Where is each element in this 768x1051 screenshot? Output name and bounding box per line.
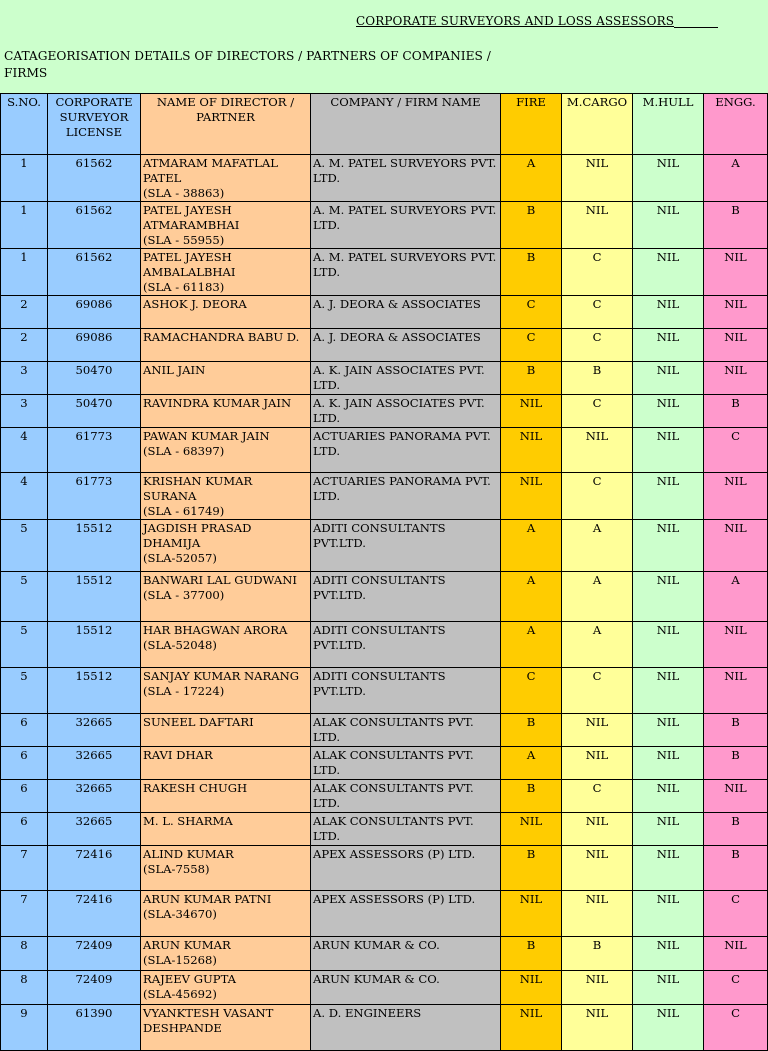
table-row [1,937,768,971]
header-name: NAME OF DIRECTOR / PARTNER [141,94,311,155]
director-name: ARUN KUMAR [143,938,231,952]
cell-mcargo: NIL [562,813,633,846]
cell-firm: A. M. PATEL SURVEYORS PVT. LTD. [311,155,501,202]
cell-mhull: NIL [633,155,704,202]
cell-license: 32665 [48,747,141,780]
header-fire: FIRE [501,94,562,155]
table-row [1,846,768,891]
cell-firm: A. D. ENGINEERS [311,1005,501,1051]
cell-fire: B [501,249,562,296]
subtitle-line-2: FIRMS [4,66,48,80]
cell-firm: ADITI CONSULTANTS PVT.LTD. [311,622,501,668]
cell-name [141,473,311,520]
categorisation-table [0,93,768,1051]
director-name: PATEL JAYESH AMBALALBHAI [143,250,236,279]
cell-firm: ALAK CONSULTANTS PVT. LTD. [311,780,501,813]
page-title [356,14,718,28]
cell-sno: 7 [1,846,48,891]
cell-name [141,846,311,891]
director-name: PATEL JAYESH ATMARAMBHAI [143,203,240,232]
cell-sno: 2 [1,329,48,362]
cell-mhull: NIL [633,891,704,937]
cell-sno: 5 [1,520,48,572]
cell-license: 72409 [48,937,141,971]
cell-firm: A. J. DEORA & ASSOCIATES [311,329,501,362]
cell-firm: ADITI CONSULTANTS PVT.LTD. [311,520,501,572]
cell-mhull: NIL [633,813,704,846]
cell-license: 69086 [48,296,141,329]
cell-engg: NIL [704,249,768,296]
cell-mcargo: NIL [562,202,633,249]
cell-sno: 3 [1,362,48,395]
cell-fire: NIL [501,473,562,520]
cell-mcargo: A [562,572,633,622]
sla-number: (SLA-45692) [143,987,217,1001]
page-title-text: CORPORATE SURVEYORS AND LOSS ASSESSORS [356,14,675,28]
table-row [1,249,768,296]
cell-fire: NIL [501,395,562,428]
cell-firm: ALAK CONSULTANTS PVT. LTD. [311,747,501,780]
cell-firm: ADITI CONSULTANTS PVT.LTD. [311,668,501,714]
cell-mhull: NIL [633,329,704,362]
cell-license: 50470 [48,395,141,428]
cell-engg: NIL [704,296,768,329]
cell-firm: ACTUARIES PANORAMA PVT. LTD. [311,473,501,520]
director-name: RAJEEV GUPTA [143,972,237,986]
cell-name [141,572,311,622]
sla-number: (SLA - 61183) [143,280,225,294]
cell-sno: 6 [1,813,48,846]
cell-mcargo: A [562,520,633,572]
cell-name [141,747,311,780]
sla-number: (SLA-34670) [143,907,217,921]
cell-fire: B [501,780,562,813]
cell-mhull: NIL [633,780,704,813]
cell-name [141,937,311,971]
cell-name [141,780,311,813]
cell-mhull: NIL [633,622,704,668]
cell-engg: B [704,714,768,747]
cell-mcargo: NIL [562,971,633,1005]
cell-sno: 8 [1,971,48,1005]
cell-firm: A. M. PATEL SURVEYORS PVT. LTD. [311,249,501,296]
director-name: SANJAY KUMAR NARANG [143,669,300,683]
cell-firm: ARUN KUMAR & CO. [311,937,501,971]
cell-engg: C [704,428,768,473]
cell-mcargo: NIL [562,428,633,473]
cell-name [141,714,311,747]
cell-mcargo: NIL [562,891,633,937]
cell-name [141,622,311,668]
director-name: VYANKTESH VASANT DESHPANDE [143,1006,274,1035]
cell-engg: NIL [704,473,768,520]
cell-firm: ALAK CONSULTANTS PVT. LTD. [311,813,501,846]
cell-firm: APEX ASSESSORS (P) LTD. [311,846,501,891]
cell-engg: B [704,395,768,428]
table-row [1,362,768,395]
cell-license: 32665 [48,714,141,747]
cell-fire: A [501,572,562,622]
director-name: RAVINDRA KUMAR JAIN [143,396,292,410]
cell-mcargo: C [562,395,633,428]
cell-license: 32665 [48,813,141,846]
cell-license: 61773 [48,428,141,473]
cell-mhull: NIL [633,395,704,428]
cell-firm: ACTUARIES PANORAMA PVT. LTD. [311,428,501,473]
cell-mcargo: NIL [562,155,633,202]
cell-mhull: NIL [633,937,704,971]
cell-name [141,813,311,846]
director-name: HAR BHAGWAN ARORA [143,623,288,637]
director-name: RAMACHANDRA BABU D. [143,330,300,344]
header-sno: S.NO. [1,94,48,155]
cell-license: 69086 [48,329,141,362]
cell-name [141,329,311,362]
director-name: JAGDISH PRASAD DHAMIJA [143,521,252,550]
sla-number: (SLA - 37700) [143,588,225,602]
cell-firm: ARUN KUMAR & CO. [311,971,501,1005]
cell-sno: 1 [1,155,48,202]
cell-engg: A [704,155,768,202]
cell-name [141,428,311,473]
cell-firm: ADITI CONSULTANTS PVT.LTD. [311,572,501,622]
table-row [1,155,768,202]
cell-engg: NIL [704,520,768,572]
cell-license: 50470 [48,362,141,395]
cell-sno: 5 [1,572,48,622]
cell-sno: 1 [1,249,48,296]
cell-license: 15512 [48,668,141,714]
cell-name [141,202,311,249]
cell-engg: B [704,846,768,891]
cell-sno: 6 [1,780,48,813]
sla-number: (SLA-15268) [143,953,217,967]
table-row [1,572,768,622]
cell-mhull: NIL [633,520,704,572]
cell-firm: A. K. JAIN ASSOCIATES PVT. LTD. [311,395,501,428]
table-row [1,329,768,362]
cell-mcargo: NIL [562,747,633,780]
cell-mcargo: B [562,362,633,395]
cell-mcargo: C [562,329,633,362]
cell-license: 72416 [48,846,141,891]
cell-engg: A [704,572,768,622]
sla-number: (SLA-52057) [143,551,217,565]
table-row [1,971,768,1005]
cell-name [141,155,311,202]
cell-sno: 6 [1,714,48,747]
cell-engg: NIL [704,362,768,395]
cell-fire: NIL [501,971,562,1005]
cell-mhull: NIL [633,714,704,747]
cell-mcargo: B [562,937,633,971]
cell-engg: NIL [704,668,768,714]
cell-fire: B [501,846,562,891]
cell-fire: B [501,362,562,395]
cell-sno: 9 [1,1005,48,1051]
cell-mhull: NIL [633,428,704,473]
cell-name [141,362,311,395]
director-name: ARUN KUMAR PATNI [143,892,272,906]
cell-mhull: NIL [633,971,704,1005]
cell-mcargo: C [562,668,633,714]
cell-engg: C [704,891,768,937]
table-row [1,813,768,846]
cell-sno: 5 [1,622,48,668]
cell-engg: C [704,1005,768,1051]
header-row [1,94,768,155]
cell-mhull: NIL [633,249,704,296]
cell-engg: C [704,971,768,1005]
cell-license: 61562 [48,202,141,249]
cell-sno: 4 [1,473,48,520]
cell-fire: A [501,520,562,572]
cell-fire: NIL [501,1005,562,1051]
cell-sno: 1 [1,202,48,249]
cell-name [141,971,311,1005]
cell-engg: NIL [704,329,768,362]
cell-mcargo: C [562,296,633,329]
cell-mcargo: C [562,249,633,296]
cell-name [141,520,311,572]
director-name: KRISHAN KUMAR SURANA [143,474,253,503]
cell-name [141,395,311,428]
table-row [1,296,768,329]
cell-mhull: NIL [633,362,704,395]
cell-firm: APEX ASSESSORS (P) LTD. [311,891,501,937]
director-name: ALIND KUMAR [143,847,234,861]
table-row [1,395,768,428]
cell-engg: B [704,813,768,846]
cell-mhull: NIL [633,747,704,780]
table-row [1,668,768,714]
cell-name [141,668,311,714]
cell-fire: A [501,747,562,780]
cell-license: 61390 [48,1005,141,1051]
cell-mcargo: A [562,622,633,668]
cell-mhull: NIL [633,1005,704,1051]
director-name: ASHOK J. DEORA [143,297,247,311]
cell-mcargo: C [562,473,633,520]
page-subtitle [4,48,491,80]
cell-mcargo: NIL [562,714,633,747]
header-firm: COMPANY / FIRM NAME [311,94,501,155]
cell-mhull: NIL [633,202,704,249]
header-engg: ENGG. [704,94,768,155]
cell-sno: 6 [1,747,48,780]
cell-mcargo: C [562,780,633,813]
director-name: RAKESH CHUGH [143,781,248,795]
cell-license: 32665 [48,780,141,813]
cell-fire: C [501,296,562,329]
cell-license: 72409 [48,971,141,1005]
cell-license: 15512 [48,520,141,572]
cell-mhull: NIL [633,846,704,891]
cell-sno: 3 [1,395,48,428]
cell-name [141,296,311,329]
director-name: SUNEEL DAFTARI [143,715,254,729]
cell-license: 61773 [48,473,141,520]
sla-number: (SLA - 68397) [143,444,225,458]
table-row [1,1005,768,1051]
cell-fire: NIL [501,428,562,473]
cell-engg: NIL [704,622,768,668]
header-mcargo: M.CARGO [562,94,633,155]
cell-firm: A. J. DEORA & ASSOCIATES [311,296,501,329]
sla-number: (SLA - 38863) [143,186,225,200]
sla-number: (SLA-52048) [143,638,217,652]
table-row [1,202,768,249]
cell-mcargo: NIL [562,846,633,891]
cell-sno: 5 [1,668,48,714]
cell-engg: NIL [704,780,768,813]
director-name: ANIL JAIN [143,363,206,377]
cell-firm: ALAK CONSULTANTS PVT. LTD. [311,714,501,747]
cell-fire: NIL [501,813,562,846]
cell-fire: B [501,202,562,249]
director-name: RAVI DHAR [143,748,213,762]
cell-engg: NIL [704,937,768,971]
cell-fire: B [501,937,562,971]
cell-fire: NIL [501,891,562,937]
table-row [1,428,768,473]
table-row [1,714,768,747]
cell-license: 15512 [48,622,141,668]
cell-fire: A [501,155,562,202]
cell-license: 61562 [48,249,141,296]
cell-license: 61562 [48,155,141,202]
table-row [1,520,768,572]
director-name: BANWARI LAL GUDWANI [143,573,297,587]
sla-number: (SLA-7558) [143,862,210,876]
director-name: PAWAN KUMAR JAIN [143,429,270,443]
sla-number: (SLA - 17224) [143,684,225,698]
cell-name [141,891,311,937]
cell-sno: 7 [1,891,48,937]
table-row [1,622,768,668]
cell-mcargo: NIL [562,1005,633,1051]
cell-name [141,249,311,296]
cell-mhull: NIL [633,473,704,520]
subtitle-line-1: CATAGEORISATION DETAILS OF DIRECTORS / PARTNERS OF COMPANIES / [4,49,491,63]
cell-mhull: NIL [633,668,704,714]
cell-name [141,1005,311,1051]
cell-firm: A. M. PATEL SURVEYORS PVT. LTD. [311,202,501,249]
sla-number: (SLA - 55955) [143,233,225,247]
director-name: ATMARAM MAFATLAL PATEL [143,156,278,185]
cell-mhull: NIL [633,572,704,622]
header-mhull: M.HULL [633,94,704,155]
title-underline [674,14,718,28]
cell-fire: C [501,668,562,714]
cell-sno: 2 [1,296,48,329]
cell-license: 15512 [48,572,141,622]
cell-sno: 4 [1,428,48,473]
cell-mhull: NIL [633,296,704,329]
cell-engg: B [704,747,768,780]
cell-fire: C [501,329,562,362]
table-row [1,780,768,813]
cell-sno: 8 [1,937,48,971]
cell-license: 72416 [48,891,141,937]
cell-engg: B [704,202,768,249]
director-name: M. L. SHARMA [143,814,233,828]
header-license: CORPORATE SURVEYOR LICENSE [48,94,141,155]
cell-firm: A. K. JAIN ASSOCIATES PVT. LTD. [311,362,501,395]
cell-fire: B [501,714,562,747]
table-row [1,891,768,937]
table-row [1,473,768,520]
table-row [1,747,768,780]
cell-fire: A [501,622,562,668]
sla-number: (SLA - 61749) [143,504,225,518]
